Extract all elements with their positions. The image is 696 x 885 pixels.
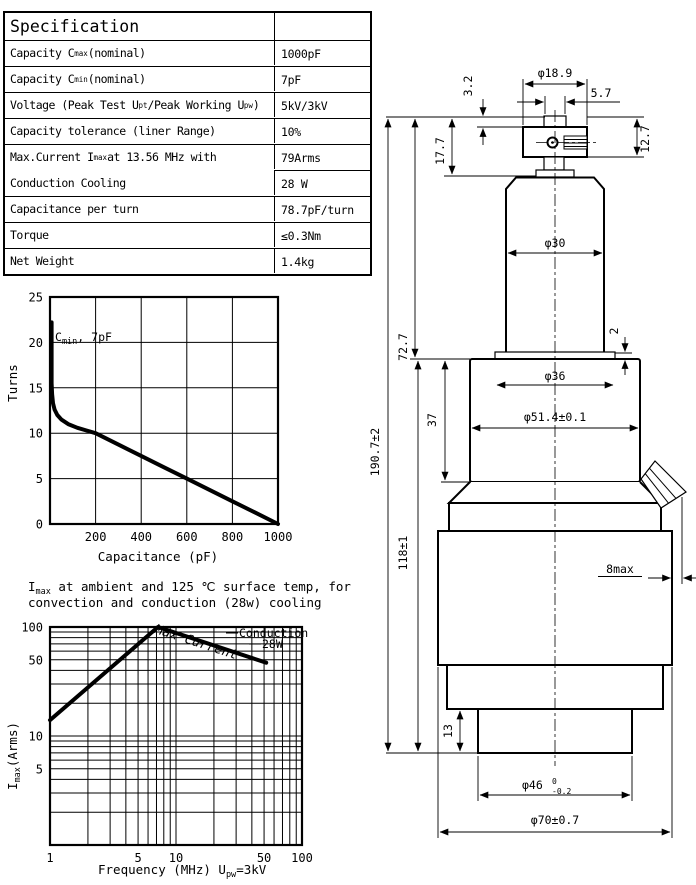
spec-value: 1000pF	[275, 40, 370, 66]
spec-table-title: Specification	[5, 13, 275, 40]
spec-value: 28 W	[275, 170, 370, 196]
dim-label-17-7: 17.7	[433, 137, 447, 165]
dim-label-190-7: 190.7±2	[368, 427, 382, 477]
x-tick-label: 50	[256, 851, 272, 865]
spec-value: 7pF	[275, 66, 370, 92]
y-tick-label: 10	[28, 729, 43, 744]
chart2-x-axis-label: Frequency (MHz) $U_{pw}=3kV$	[98, 862, 267, 880]
turns-vs-capacitance-chart	[5, 291, 292, 565]
spec-row-9	[5, 248, 370, 274]
chart1-tick-labels	[29, 291, 293, 545]
spec-value: 1.4kg	[275, 248, 370, 274]
dim-label-8max: 8max	[606, 562, 634, 576]
dim-label-30: φ30	[544, 236, 566, 250]
spec-row-7	[5, 196, 370, 222]
shaft-stem	[544, 157, 564, 170]
chart2-title-line1: $I_{max}$ at ambient and 125 ℃ surface temp, for	[28, 579, 351, 597]
dim-label-46: φ46	[522, 778, 543, 792]
spec-label: Capacitance per turn	[5, 196, 275, 221]
x-tick-label: 5	[134, 851, 142, 865]
spec-value: 78.7pF/turn	[275, 196, 370, 222]
x-tick-label: 200	[84, 530, 107, 544]
spec-header-empty-cell	[275, 13, 370, 40]
spec-row-3	[5, 92, 370, 118]
legend-conduction-label: Conduction	[239, 626, 309, 640]
dim-label-72-7: 72.7	[396, 333, 410, 361]
dim-label-118: 118±1	[396, 535, 410, 571]
y-tick-label: 50	[28, 653, 43, 668]
spec-row-5	[5, 144, 370, 170]
specification-table	[3, 11, 372, 276]
turns-vs-capacitance	[52, 322, 278, 524]
spec-header-row	[5, 13, 370, 40]
y-tick-label: 0	[35, 517, 43, 532]
dim-label-46-tol-top: 0	[552, 777, 557, 786]
spec-row-6	[5, 170, 370, 196]
x-tick-label: 600	[175, 530, 198, 544]
spec-label: Torque	[5, 222, 275, 247]
max-current-curve-label: Max Current	[152, 622, 240, 664]
chart2-grid	[50, 627, 302, 845]
spec-value: 5kV/3kV	[275, 92, 370, 118]
x-tick-label: 800	[221, 530, 244, 544]
spec-row-4	[5, 118, 370, 144]
y-tick-label: 15	[28, 381, 43, 396]
legend-28w-label: 28W	[262, 637, 283, 651]
spec-label: Conduction Cooling	[5, 170, 275, 195]
spec-row-8	[5, 222, 370, 248]
spec-value: ≤0.3Nm	[275, 222, 370, 248]
cmin-annotation: $C_{min}$, 7pF	[55, 330, 112, 347]
x-tick-label: 1	[46, 851, 54, 865]
spec-rows	[5, 40, 370, 274]
spec-value: 79Arms	[275, 144, 370, 170]
spec-label: Capacity C max (nominal)	[5, 40, 275, 65]
chart1-y-axis-label: Turns	[5, 364, 20, 402]
chart2-y-axis-label: $I_{max}(Arms)$	[5, 721, 23, 791]
y-tick-label: 25	[28, 290, 43, 305]
dim-label-46-tol-bot: -0.2	[552, 787, 572, 796]
imax-vs-frequency-chart	[5, 579, 351, 880]
dim-label-2: 2	[607, 327, 621, 335]
chart2-tick-labels	[21, 621, 313, 866]
chart2-curve	[50, 627, 266, 720]
chart2-title-line2: convection and conduction (28w) cooling	[28, 595, 322, 610]
spec-label: Capacity tolerance (liner Range)	[5, 118, 275, 143]
x-tick-label: 1000	[263, 530, 293, 544]
x-tick-label: 400	[130, 530, 153, 544]
spec-row-2	[5, 66, 370, 92]
x-tick-label: 10	[168, 851, 184, 865]
capacitor-technical-drawing	[368, 66, 696, 838]
dim-label-18-9: φ18.9	[537, 66, 573, 80]
spec-label: Max.Current I max at 13.56 MHz with	[5, 144, 275, 169]
dim-label-3-2: 3.2	[461, 75, 475, 97]
dim-label-12-7: 12.7	[638, 125, 652, 153]
spec-row-1	[5, 40, 370, 66]
spec-label: Capacity C min (nominal)	[5, 66, 275, 91]
y-tick-label: 10	[28, 426, 43, 441]
dim-label-51-4: φ51.4±0.1	[523, 410, 587, 424]
spec-label: Voltage (Peak Test U pt /Peak Working U pw )	[5, 92, 275, 117]
spec-value: 10%	[275, 118, 370, 144]
x-tick-label: 100	[291, 851, 313, 865]
spec-label: Net Weight	[5, 248, 275, 273]
y-tick-label: 20	[28, 335, 43, 350]
dim-label-13: 13	[441, 724, 455, 738]
y-tick-label: 100	[21, 620, 43, 635]
max-current	[50, 627, 266, 720]
y-tick-label: 5	[35, 762, 43, 777]
dim-label-37: 37	[425, 413, 439, 427]
dim-label-36: φ36	[544, 369, 566, 383]
dim-label-5-7: 5.7	[590, 86, 612, 100]
y-tick-label: 5	[35, 472, 43, 487]
dim-label-70: φ70±0.7	[530, 813, 580, 827]
chart1-x-axis-label: Capacitance (pF)	[97, 549, 219, 564]
chart1-curve	[52, 322, 278, 524]
